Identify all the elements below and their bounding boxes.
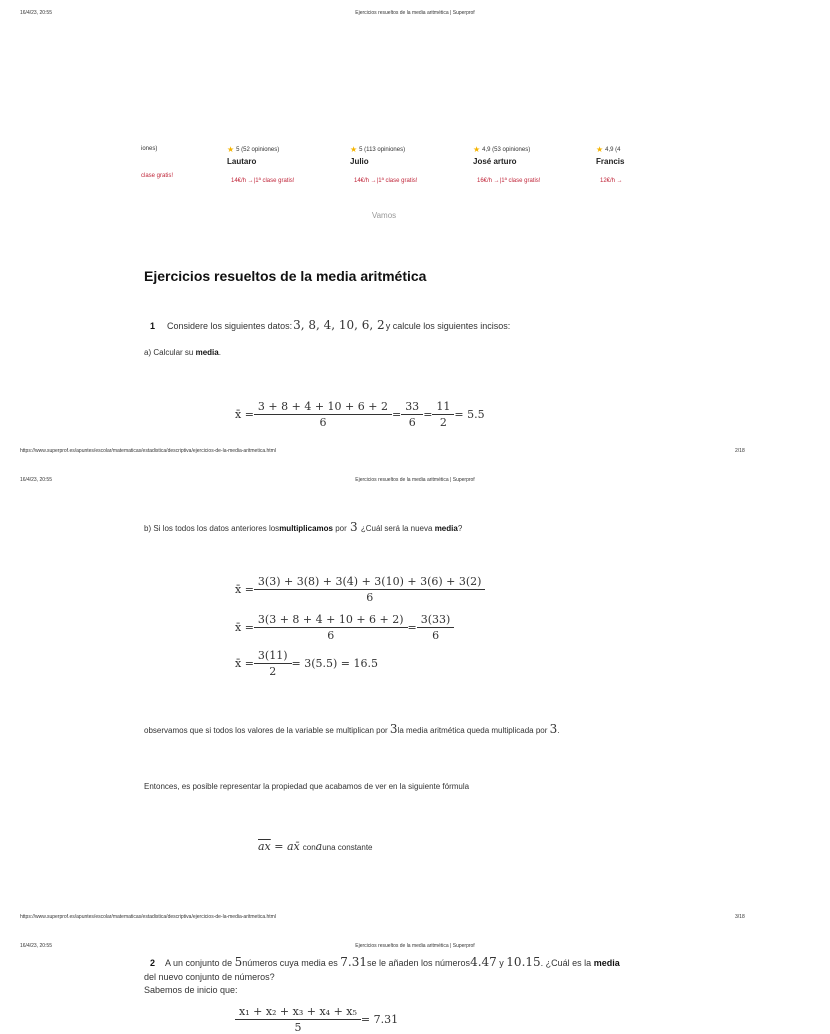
entonces-text: Entonces, es posible representar la propiedad que acabamos de ver en la siguiente fórmula xyxy=(144,782,470,791)
tutor-price: clase gratis! xyxy=(141,173,174,179)
tutor-rating: iones) xyxy=(141,146,158,152)
exercise-number: 1 xyxy=(150,321,156,331)
print-doc-title: Ejercicios resueltos de la media aritmética | Superprof xyxy=(355,943,475,949)
formula-ex2: $\frac{\text{x₁ + x₂ + x₃ + x₄ + x₅}}{5}$ = 7.31 xyxy=(235,1005,398,1034)
footer-url: https://www.superprof.es/apuntes/escolar/matematicas/estadistica/descriptiva/ejercicios-de-la-media-aritmetica.html xyxy=(20,448,276,454)
tutor-card-jose-arturo[interactable] xyxy=(473,146,583,184)
tutor-name: José arturo xyxy=(473,157,517,166)
exercise-text: Considere los siguientes datos: xyxy=(167,321,293,331)
star-icon: ★ xyxy=(227,145,235,154)
tutor-price: 14€/h →|1ª clase gratis! xyxy=(231,178,295,184)
exercise-number: 2 xyxy=(150,958,156,968)
star-icon: ★ xyxy=(350,145,358,154)
tutor-rating: 4,9 (4 xyxy=(605,147,621,153)
tutor-price: 16€/h →|1ª clase gratis! xyxy=(477,178,541,184)
vamos-link[interactable]: Vamos xyxy=(371,211,397,220)
page-title: Ejercicios resueltos de la media aritmética xyxy=(144,268,427,284)
print-date: 16/4/23, 20:55 xyxy=(20,943,52,949)
tutor-rating: 5 (113 opiniones) xyxy=(359,147,406,153)
exercise-2-statement: 2 A un conjunto de 5 números cuya media es 7.31 se le añaden los números 4.47 y 10.15 . ¿Cuál es la media xyxy=(150,955,620,969)
exercise-text: y calcule los siguientes incisos: xyxy=(385,321,511,331)
star-icon: ★ xyxy=(596,145,604,154)
tutor-rating: 4,9 (53 opiniones) xyxy=(482,147,531,153)
data-values: 3, 8, 4, 10, 6, 2 xyxy=(293,318,385,332)
print-date: 16/4/23, 20:55 xyxy=(20,10,52,16)
tutor-carousel xyxy=(143,146,625,191)
page-number: 3/18 xyxy=(735,914,745,920)
exercise-1-statement xyxy=(150,318,510,332)
property-formula: $\overline{ax}$ = ax̄ con a una constante xyxy=(258,840,373,853)
exercise-2-line2: del nuevo conjunto de números? xyxy=(144,972,275,982)
formula-b-3: x̄ = $\frac{3(11)}{2}$ = 3(5.5) = 16.5 xyxy=(235,649,379,678)
sabemos-text: Sabemos de inicio que: xyxy=(144,985,238,995)
print-doc-title: Ejercicios resueltos de la media aritmética | Superprof xyxy=(355,477,475,483)
print-doc-title: Ejercicios resueltos de la media aritmética | Superprof xyxy=(355,10,475,16)
formula-b-1: x̄ = $\frac{3(3) + 3(8) + 3(4) + 3(10) + 3(6) + 3(2)}{6}$ xyxy=(235,575,485,604)
tutor-name: Francis xyxy=(596,157,625,166)
print-date: 16/4/23, 20:55 xyxy=(20,477,52,483)
tutor-card-lautaro[interactable] xyxy=(227,146,337,184)
tutor-card-francis[interactable] xyxy=(596,146,706,184)
tutor-name: Julio xyxy=(350,157,369,166)
formula-mean: x̄ = $\frac{3 + 8 + 4 + 10 + 6 + 2}{6}$ = $\frac{33}{6}$ = $\frac{11}{2}$ = 5.5 xyxy=(235,400,485,429)
part-b: b) Si los todos los datos anteriores los multiplicamos por 3 ¿Cuál será la nueva media ? xyxy=(144,520,463,534)
tutor-rating: 5 (52 opiniones) xyxy=(236,147,280,153)
page-number: 2/18 xyxy=(735,448,745,454)
tutor-name: Lautaro xyxy=(227,157,257,166)
tutor-card-julio[interactable] xyxy=(350,146,460,184)
tutor-price: 14€/h →|1ª clase gratis! xyxy=(354,178,418,184)
star-icon: ★ xyxy=(473,145,481,154)
footer-url: https://www.superprof.es/apuntes/escolar/matematicas/estadistica/descriptiva/ejercicios-de-la-media-aritmetica.html xyxy=(20,914,276,920)
part-a: a) Calcular su media. xyxy=(144,348,221,357)
tutor-price: 12€/h → xyxy=(600,178,623,184)
formula-b-2: x̄ = $\frac{3(3 + 8 + 4 + 10 + 6 + 2)}{6}$ = $\frac{3(33)}{6}$ xyxy=(235,613,454,642)
observation: observamos que si todos los valores de la variable se multiplican por 3 la media aritmética queda multiplicada por 3 . xyxy=(144,722,560,736)
